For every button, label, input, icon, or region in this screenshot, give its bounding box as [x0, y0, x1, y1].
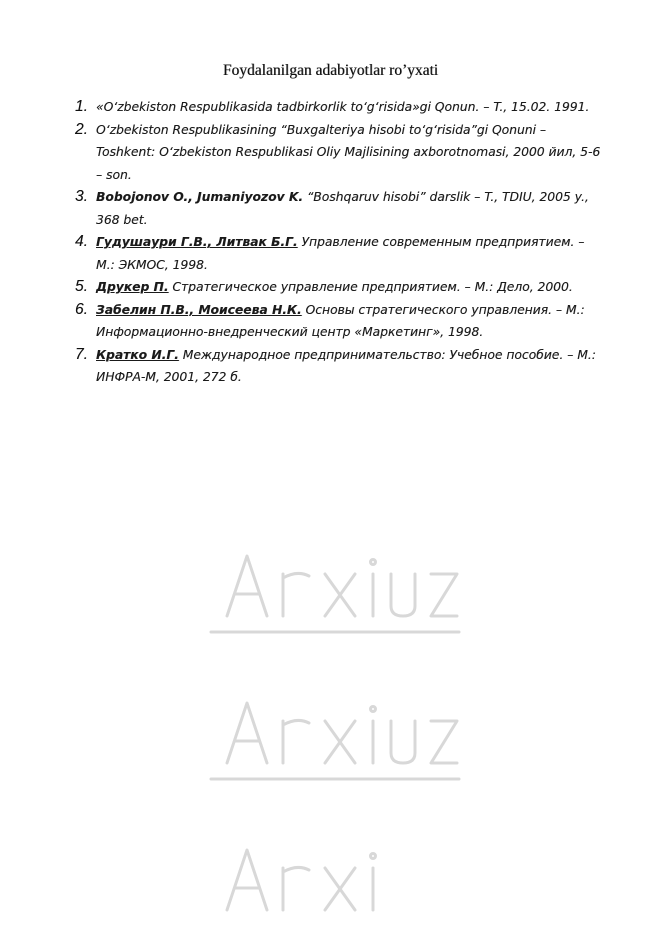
reference-text: “Boshqaruv hisobi” darslik – T., TDIU, 2005 y., 368 bet. [96, 190, 589, 227]
reference-author: Кратко И.Г. [96, 347, 179, 362]
reference-item [75, 186, 605, 231]
reference-author: Bobojonov O., Jumaniyozov K. [96, 190, 304, 204]
reference-author: Забелин П.В., Моисеева Н.К. [96, 302, 302, 317]
reference-number: 2. [75, 120, 88, 138]
reference-text: Стратегическое управление предприятием. – М.: Дело, 2000. [168, 280, 573, 294]
reference-item [75, 276, 605, 299]
reference-item [75, 119, 605, 187]
reference-number: 5. [75, 278, 88, 295]
reference-text: Основы стратегического управления. – М.: Информационно-внедренческий центр «Маркетинг», 1998. [96, 302, 585, 339]
watermark-logo-2 [205, 695, 465, 790]
reference-number: 4. [75, 233, 88, 250]
reference-number: 1. [75, 98, 88, 115]
reference-number: 7. [75, 345, 88, 363]
reference-list [75, 96, 605, 389]
reference-text: Международное предпринимательство: Учебное пособие. – М.: ИНФРА-М, 2001, 272 б. [96, 347, 596, 384]
watermark-logo-1 [205, 548, 465, 643]
reference-text: Управление современным предприятием. – М.: ЭКМОС, 1998. [96, 235, 585, 272]
reference-author: Гудушаури Г.В., Литвак Б.Г. [96, 235, 298, 249]
reference-item [75, 96, 605, 119]
reference-number: 3. [75, 188, 88, 205]
reference-item [75, 231, 605, 276]
watermark-logo-3 [205, 842, 465, 937]
reference-item [75, 299, 605, 344]
reference-text: «O‘zbekiston Respublikasida tadbirkorlik to‘g‘risida»gi Qonun. – T., 15.02. 1991. [96, 100, 590, 114]
reference-number: 6. [75, 300, 88, 318]
reference-author: Друкер П. [96, 280, 169, 294]
reference-text: O‘zbekiston Respublikasining “Buxgalteriya hisobi to‘g‘risida”gi Qonuni – Toshkent: O‘zbekiston Respublikasi Oliy Majlisining axborotnomasi, 2000 йил, 5-6 – son. [96, 122, 601, 182]
page-title: Foydalanilgan adabiyotlar ro’yxati [222, 62, 439, 79]
reference-item [75, 344, 605, 389]
